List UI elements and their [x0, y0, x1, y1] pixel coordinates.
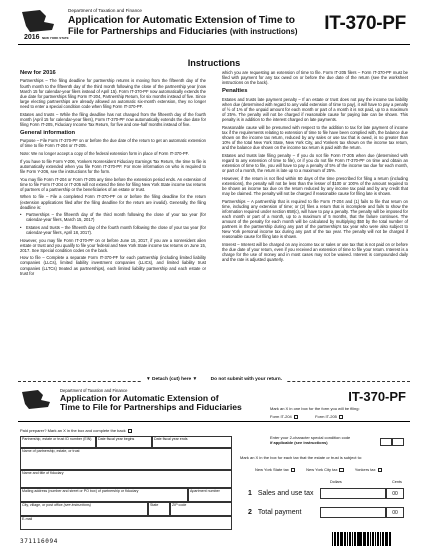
barcode-number: 371116094: [20, 538, 58, 545]
purpose-text: Purpose – File Form IT-370-PF on or before the due date of the return to get an automatic extension of time to file Form IT-204 or IT-205.: [20, 138, 206, 149]
yonkers-label: Yonkers tax: [354, 467, 376, 472]
form-choice-row: [270, 414, 345, 419]
reasonable-cause-text: Reasonable cause will be presumed with respect to the addition to tax for late payment of income tax if the requirements relating to extension of time to file have been complied with, the balance due shown on the income tax return, reduced by any sales or use tax that is owed, is no greater than 10% of the total New York State, New York City, and Yonkers tax shown on the income tax return, and the balance due shown on the income tax return is paid with the return.: [222, 124, 408, 151]
email-label: E-mail: [22, 517, 33, 521]
ny-city-label: New York City tax: [306, 467, 338, 472]
fiscal-begin-label: Date fiscal year begins: [98, 437, 135, 441]
ny-text: If you have to file Form Y-206, Yonkers Nonresident Fiduciary Earnings Tax Return, the time to file is automatically extended when you file Form IT-370-PF. For more information on who is required to file Form Y-206, see the instructions for the form.: [20, 158, 206, 174]
page-title-suffix: (with instructions): [229, 27, 298, 36]
line2-row: [248, 509, 301, 516]
ein-label: Partnership, estate or trust ID number (EIN): [22, 437, 92, 441]
apartment-label: Apartment number: [190, 489, 220, 493]
late-payment-text: Estates and trusts late payment penalty – If an estate or trust does not pay the income tax liability when due (determined with regard to any valid extension of time to pay), it will have to pay a penalty of ½ of 1% of the unpaid amount for each month or part of a month it is not paid, up to a maximum of 25%. The penalty will not be charged if reasonable cause for paying late can be shown. This penalty is in addition to the interest charged on late payments.: [222, 96, 408, 123]
form-choice-text: Mark an X in one box for the form you will be filing:: [270, 406, 360, 411]
general-heading: General information: [20, 129, 76, 136]
paid-preparer-label: Paid preparer? Mark an X in the box and complete the back: [20, 428, 126, 433]
form-title-1: Application for Automatic Extension of: [60, 393, 219, 403]
partnerships-penalty-text: Partnerships – A partnership that is required to file Form IT-204 and (1) fails to file that return on time, including any extension of time; or (2) files a return that is incomplete and fails to show the information required under section 658(c), will have to pay a penalty. The penalty will be imposed for each month or part of a month, up to a maximum of 5 months, that the failure continues. The amount of the penalty for each month will be calculated by multiplying $50 by the total number of partners in the partnership during any part of the partnership's tax year who were also subject to New York personal income tax during any part of the tax year. The penalty will not be charged if reasonable cause for filing late is shown.: [222, 198, 408, 240]
bullet-estates: • Estates and trusts – the fifteenth day of the fourth month following the close of your tax year (for calendar-year filers, April 18, 2017).: [20, 225, 206, 235]
line2-label: Total payment: [257, 509, 302, 516]
address-label: Mailing address (number and street or PO box) of partnership or fiduciary: [22, 489, 139, 493]
line1-number: 1: [248, 490, 252, 497]
special-code-box-2[interactable]: [392, 438, 404, 446]
fiscal-end-label: Date fiscal year ends: [154, 437, 188, 441]
state-label: State: [150, 503, 159, 507]
cut-text: ▼ Detach (cut) here ▼ Do not submit with your return.: [142, 377, 286, 382]
logo-text: NEW YORK STATE: [42, 36, 69, 40]
form-number-2: IT-370-PF: [348, 389, 406, 404]
left-column: [20, 70, 206, 278]
note-text: Note: We no longer accept a copy of the federal extension form in place of Form IT-370-PF.: [20, 151, 189, 157]
instructions-heading: Instructions: [187, 58, 241, 68]
however2-text: However, if the return is not filed within 60 days of the time prescribed for filing a return (including extensions), the penalty will not be less than the lesser of $100 or 100% of the amount required to be shown as income tax due on the return reduced by any income tax paid and by any credit that may be claimed. The penalty will not be charged if reasonable cause for filing late is shown.: [222, 175, 408, 197]
nys-logo: [20, 8, 69, 41]
ny-city-checkbox[interactable]: [339, 468, 343, 472]
tax-subject-text: Mark an X in the box for each tax that the estate or trust is subject to:: [240, 455, 363, 460]
tax-subject-row: [255, 467, 384, 472]
late-filing-text: Estates and trusts late filing penalty – If you do not file Form IT-205 when due (determined with regard to any extension of time to file), or if you do not file Form IT-370-PF on time and obtain an extension of time to file, you will have to pay a penalty of 5% of the income tax due for each month, or part of a month, the return is late up to a maximum of 25%.: [222, 152, 408, 174]
how-text: How to file – Complete a separate Form IT-370-PF for each partnership (including limited liability companies (LLCs), limited liability investment companies (LLICs), and limited liability trust companies (LLTCs) treated as partnerships), each limited liability partnership and each estate or trust for: [20, 255, 206, 276]
line1-row: [248, 490, 314, 497]
yonkers-checkbox[interactable]: [378, 468, 382, 472]
fiduciary-name-label: Name and title of fiduciary: [22, 471, 64, 475]
form-department: Department of Taxation and Finance: [60, 388, 128, 393]
new-text: Partnerships – The filing deadline for partnership returns is moving from the fifteenth day of the fourth month to the fifteenth day of the third month following the close of the partnership year (now March 15 for calendar-year filers instead of April 15). Form IT-370-PF now automatically extends the due date for partnerships filing Form IT-204, Partnership Return, for six months instead of five. Since large electing partnerships are already allowed an automatic six-month extension, they no longer need to enter a special condition code when filing Form IT-370-PF.: [20, 78, 206, 109]
nys-logo-small-icon: [20, 389, 60, 413]
form-logo: [20, 389, 60, 413]
form-top-rule: [18, 421, 410, 422]
sales-tax-field[interactable]: [320, 488, 386, 499]
cut-instructions: [0, 377, 428, 382]
cents-header: Cents: [392, 480, 402, 484]
estates-text: Estates and trusts – While the filing deadline has not changed from the fifteenth day of the fourth month (April 15 for calendar-year filers), Form IT-370-PF now automatically extends the due date for filing Form IT-205, Fiduciary Income Tax Return, for five and one-half months instead of five.: [20, 111, 206, 127]
paid-preparer-checkbox[interactable]: [128, 429, 132, 433]
however-text: However, you may file Form IT-370-PF on or before June 15, 2017, if you are a nonresident alien estate or trust and you qualify to file your federal and New York State income tax returns on June 15, 2017. See Special condition codes on the back.: [20, 237, 206, 253]
line2-number: 2: [248, 509, 252, 516]
city-label-row: [22, 503, 91, 507]
ny-state-checkbox[interactable]: [291, 468, 295, 472]
city-see: (see instructions): [63, 503, 91, 507]
header-rule: [18, 44, 410, 45]
bullet-partnerships: • Partnerships – the fifteenth day of the third month following the close of your tax year (for calendar-year filers, March 15, 2017): [20, 212, 206, 222]
special-code-text: [270, 436, 350, 446]
special-code-line2: if applicable (see instructions): [270, 439, 328, 445]
right-column: [222, 70, 408, 265]
page-title: Application for Automatic Extension of Time to: [68, 15, 295, 26]
form-number: IT-370-PF: [324, 13, 406, 34]
interest-text: Interest – Interest will be charged on any income tax or sales or use tax that is not paid on or before the due date of your return, even if you received an extension of time to file your return. Interest is a charge for the use of money and in most cases may not be waived. Interest is compounded daily and the rate is adjusted quarterly.: [222, 242, 408, 263]
page-title-line2-text: File for Partnerships and Fiduciaries: [68, 26, 228, 36]
form-it205-label: Form IT-205: [315, 414, 337, 419]
paid-preparer-row: [20, 428, 134, 433]
form-it205-checkbox[interactable]: [339, 415, 343, 419]
sales-tax-cents: 00: [386, 488, 404, 499]
page-title-line2: [68, 26, 297, 37]
may-text: You may file Form IT-204 or Form IT-205 any time before the extension period ends. An extension of time to file Form IT-204 or IT-205 will not extend the time for filing New York State income tax returns of partners of a partnership or the beneficiaries of an estate or trust.: [20, 176, 206, 192]
special-code-line1: Enter your 2-character special condition code: [270, 435, 351, 440]
total-payment-field[interactable]: [320, 507, 386, 518]
ny-state-label: New York State tax: [255, 467, 289, 472]
city-label: City, village, or post office: [22, 503, 63, 507]
department-name: Department of Taxation and Finance: [68, 8, 142, 13]
new-heading: New for 2016: [20, 70, 56, 76]
line1-label: Sales and use tax: [257, 490, 314, 497]
dollars-header: Dollars: [330, 480, 342, 484]
zip-label: ZIP code: [172, 503, 187, 507]
deadline-list: [20, 212, 206, 235]
total-payment-cents: 00: [386, 507, 404, 518]
logo-year: 2016: [24, 34, 40, 41]
barcode-graphic: [332, 532, 408, 546]
special-code-box-1[interactable]: [380, 438, 392, 446]
when-text: When to file – File a completed Form IT-370-PF on or before the filing deadline for the return (extension applications filed after the filing deadline for the return are invalid). Generally, the filing deadline is:: [20, 194, 206, 210]
form-it204-checkbox[interactable]: [294, 415, 298, 419]
form-title-2: Time to File for Partnerships and Fiduciaries: [60, 402, 242, 412]
entity-name-label: Name of partnership, estate, or trust: [22, 449, 80, 453]
nys-logo-icon: [20, 8, 69, 41]
cont-text: which you are requesting an extension of time to file. Form IT-205 filers – Form IT-370-PF must be filed with payment for any tax owed on or before the due date of the return (see the worksheet instructions on the back).: [222, 70, 408, 86]
penalties-heading: Penalties: [222, 88, 248, 95]
email-field[interactable]: [20, 516, 232, 530]
form-it204-label: Form IT-204: [270, 414, 292, 419]
